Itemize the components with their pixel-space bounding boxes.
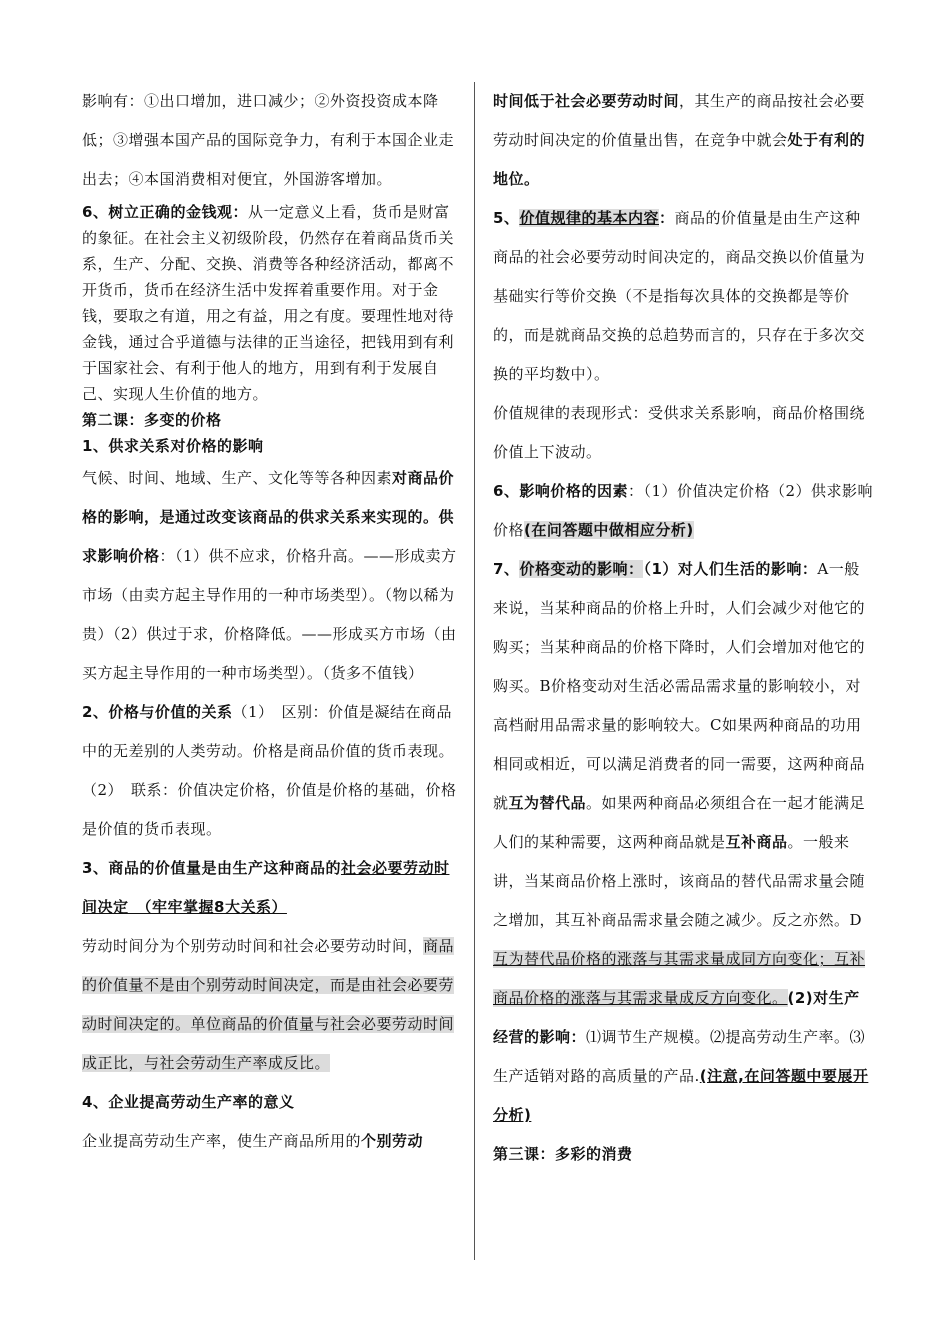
paragraph: 企业提高劳动生产率，使生产商品所用的个别劳动 (82, 1132, 424, 1150)
paragraph: 2、价格与价值的关系（1） 区别：价值是凝结在商品中的无差别的人类劳动。价格是商品价值的货币表现。（2） 联系：价值决定价格，价值是价格的基础，价格是价值的货币表现。 (82, 703, 457, 838)
right-column (493, 82, 875, 1174)
paragraph: 6、影响价格的因素：（1）价值决定价格（2）供求影响价格(在问答题中做相应分析) (493, 482, 874, 539)
paragraph: 影响有：①出口增加，进口减少；②外资投资成本降低；③增强本国产品的国际竞争力，有利于本国企业走出去；④本国消费相对便宜，外国游客增加。 (82, 92, 455, 188)
paragraph: 时间低于社会必要劳动时间，其生产的商品按社会必要劳动时间决定的价值量出售，在竞争中就会处于有利的地位。 (493, 92, 866, 188)
paragraph: 劳动时间分为个别劳动时间和社会必要劳动时间，商品的价值量不是由个别劳动时间决定，而是由社会必要劳动时间决定的。单位商品的价值量与社会必要劳动时间成正比，与社会劳动生产率成反比。 (82, 937, 455, 1072)
paragraph: 气候、时间、地域、生产、文化等等各种因素对商品价格的影响，是通过改变该商品的供求关系来实现的。供求影响价格：（1）供不应求，价格升高。——形成卖方市场（由卖方起主导作用的一种市场类型）。（物以稀为贵）（2）供过于求，价格降低。——形成买方市场（由买方起主导作用的一种市场类型）。（货多不值钱） (82, 469, 457, 682)
column-divider (474, 82, 475, 1260)
subheading: 3、商品的价值量是由生产这种商品的社会必要劳动时间决定 （牢牢掌握8大关系） (82, 859, 450, 916)
paragraph: 7、价格变动的影响：（1）对人们生活的影响：A一般来说，当某种商品的价格上升时，人们会减少对他它的购买；当某种商品的价格下降时，人们会增加对他它的购买。B价格变动对生活必需品需求量的影响较小，对高档耐用品需求量的影响较大。C如果两种商品的功用相同或相近，可以满足消费者的同一需要，这两种商品就互为替代品。如果两种商品必须组合在一起才能满足人们的某种需要，这两种商品就是互补商品。一般来讲，当某商品价格上涨时，该商品的替代品需求量会随之增加，其互补商品需求量会随之减少。反之亦然。D互为替代品价格的涨落与其需求量成同方向变化；互补商品价格的涨落与其需求量成反方向变化。(2)对生产经营的影响：⑴调节生产规模。⑵提高劳动生产率。⑶生产适销对路的高质量的产品.(注意,在问答题中要展开分析) (493, 560, 869, 1124)
subheading: 1、供求关系对价格的影响 (82, 437, 264, 455)
section-heading: 第三课：多彩的消费 (493, 1145, 633, 1163)
paragraph: 5、价值规律的基本内容：商品的价值量是由生产这种商品的社会必要劳动时间决定的，商品交换以价值量为基础实行等价交换（不是指每次具体的交换都是等价的，而是就商品交换的总趋势而言的，只存在于多次交换的平均数中）。 (493, 209, 866, 383)
section-heading: 第二课：多变的价格 (82, 411, 222, 429)
paragraph: 价值规律的表现形式：受供求关系影响，商品价格围绕价值上下波动。 (493, 404, 866, 461)
left-column (82, 82, 460, 1161)
paragraph: 6、树立正确的金钱观：从一定意义上看，货币是财富的象征。在社会主义初级阶段，仍然存在着商品货币关系，生产、分配、交换、消费等各种经济活动，都离不开货币，货币在经济生活中发挥着重要作用。对于金钱，要取之有道，用之有益，用之有度。要理性地对待金钱，通过合乎道德与法律的正当途径，把钱用到有利于国家社会、有利于他人的地方，用到有利于发展自己、实现人生价值的地方。 (82, 203, 455, 403)
subheading: 4、企业提高劳动生产率的意义 (82, 1093, 295, 1111)
